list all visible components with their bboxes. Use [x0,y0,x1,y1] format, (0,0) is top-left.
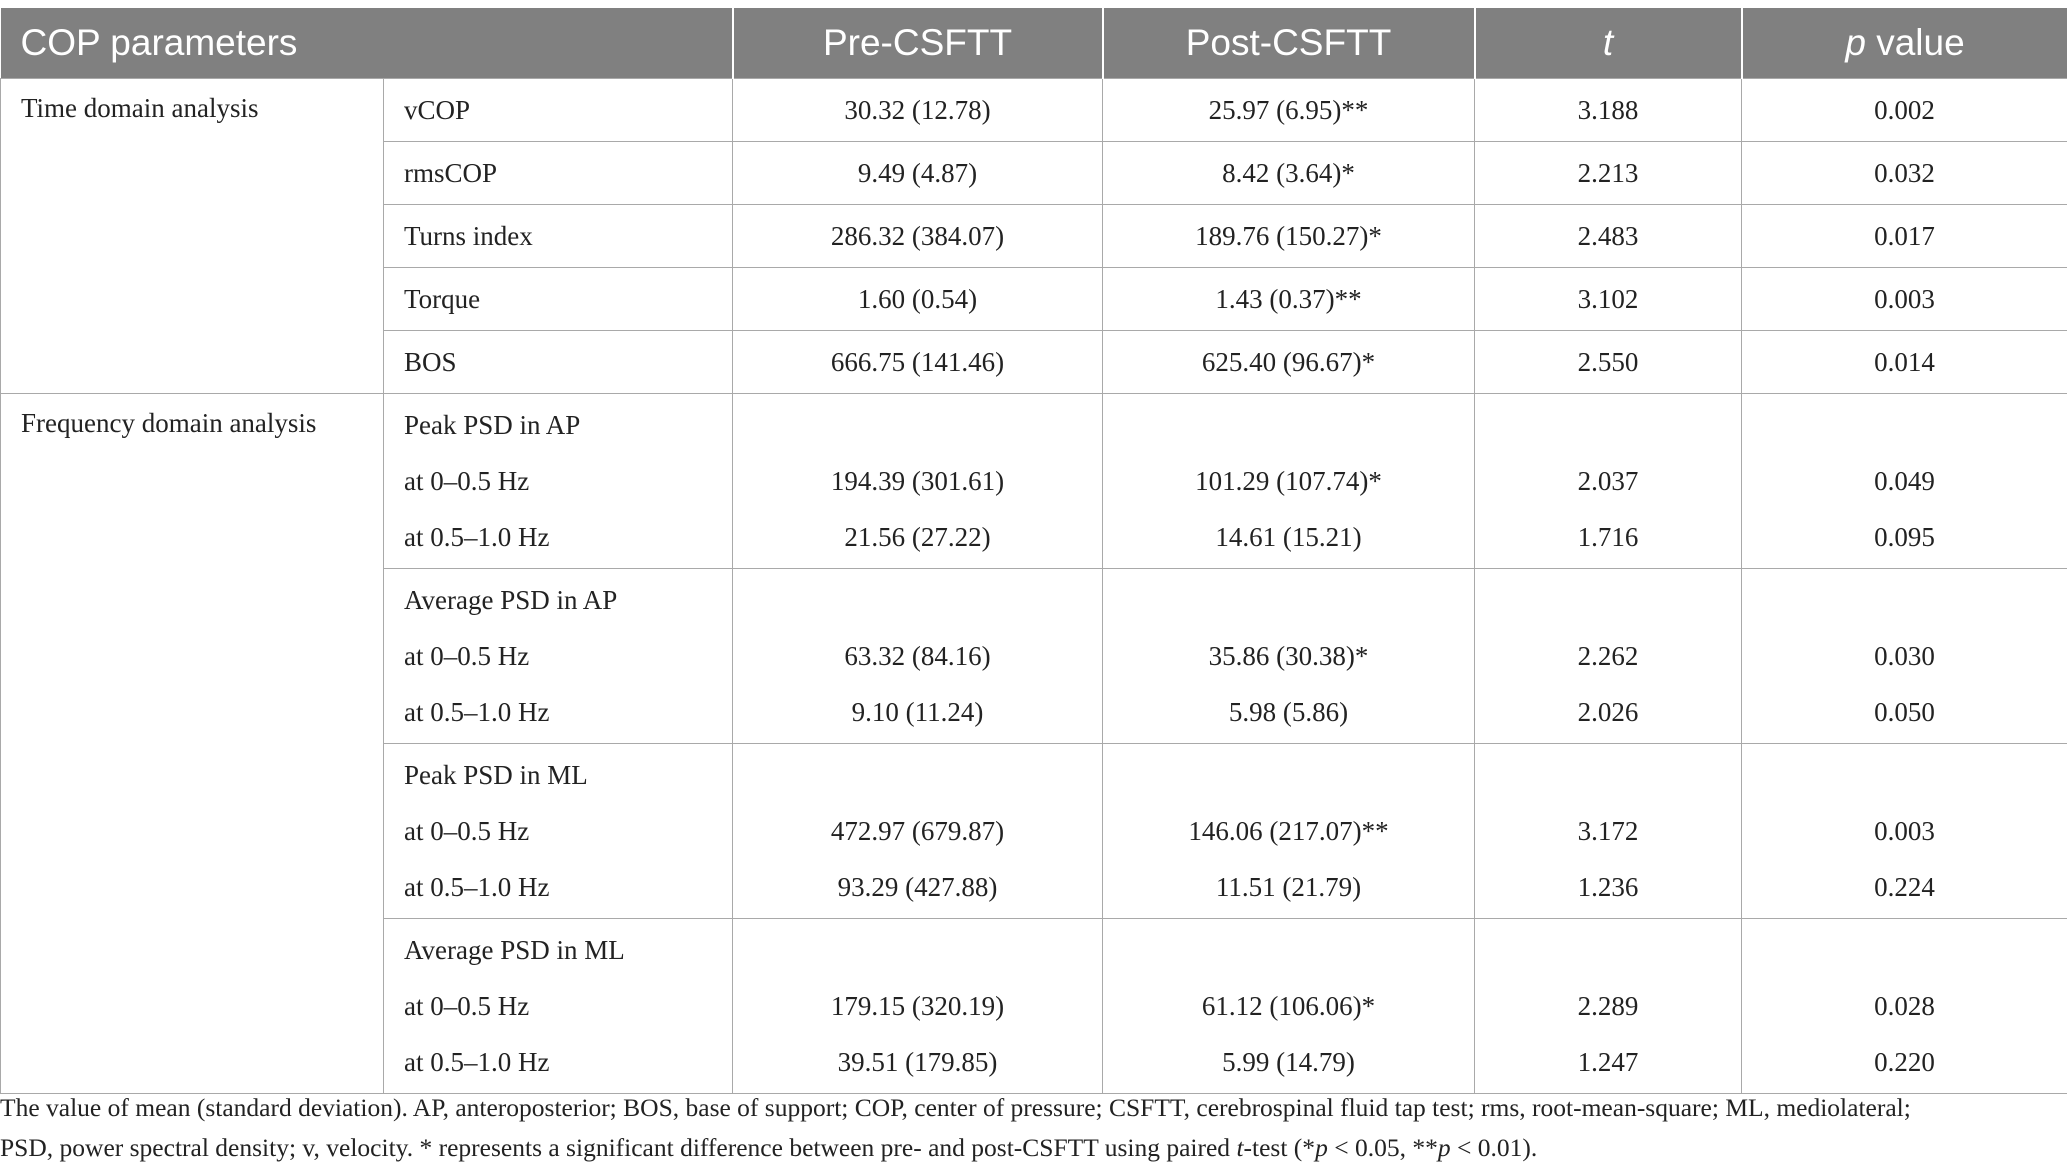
post-value: 101.29 (107.74)* [1195,466,1382,496]
block-title: Peak PSD in ML [404,760,588,790]
param-name: vCOP [404,95,471,125]
pre-value: 666.75 (141.46) [830,347,1005,377]
table-header-row [1,8,2067,79]
param-cell [384,569,733,744]
post-cell [1103,919,1475,1094]
header-pre-csftt: Pre-CSFTT [733,8,1103,79]
p-cell [1742,394,2067,569]
p-cell [1742,331,2067,394]
param-cell [384,205,733,268]
pre-cell [733,919,1103,1094]
param-cell [384,394,733,569]
post-value: 14.61 (15.21) [1215,522,1362,552]
footnote-text-a: PSD, power spectral density; v, velocity. * represents a significant difference between pre- and post-CSFTT using paired [0,1133,1237,1162]
p-cell [1742,79,2067,142]
param-name: BOS [404,347,457,377]
header-post-csftt: Post-CSFTT [1103,8,1475,79]
p-value: 0.032 [1874,158,1935,188]
t-value: 3.172 [1577,816,1639,846]
t-cell [1475,394,1742,569]
p-value: 0.002 [1874,95,1935,125]
footnote-p1-italic: p [1315,1133,1328,1162]
footnote-line-2 [0,1128,2040,1168]
block-title: Average PSD in ML [404,935,625,965]
post-value: 146.06 (217.07)** [1188,816,1389,846]
param-name: at 0.5–1.0 Hz [404,522,550,552]
param-name: at 0–0.5 Hz [404,641,530,671]
post-cell [1103,569,1475,744]
t-value: 1.236 [1577,872,1639,902]
t-cell [1475,569,1742,744]
footnote-text-d: < 0.01). [1450,1133,1538,1162]
p-value: 0.003 [1874,816,1935,846]
p-value: 0.049 [1874,466,1935,496]
param-name: Turns index [404,221,533,251]
footnote-p2-italic: p [1437,1133,1451,1162]
table-row [1,79,2067,142]
pre-value: 9.49 (4.87) [857,158,978,188]
pre-cell [733,268,1103,331]
pre-cell [733,394,1103,569]
param-cell [384,919,733,1094]
header-p-italic: p [1845,22,1866,63]
p-value: 0.030 [1874,641,1935,671]
t-cell [1475,919,1742,1094]
post-cell [1103,268,1475,331]
table-footnote [0,1088,2040,1168]
post-value: 25.97 (6.95)** [1208,95,1369,125]
p-value: 0.224 [1874,872,1935,902]
post-cell [1103,394,1475,569]
t-value: 2.483 [1577,221,1639,251]
p-value: 0.014 [1874,347,1935,377]
group-label-time-domain: Time domain analysis [1,79,384,394]
block-title: Average PSD in AP [404,585,618,615]
t-cell [1475,268,1742,331]
p-cell [1742,205,2067,268]
pre-value: 30.32 (12.78) [844,95,991,125]
header-t-label: t [1602,22,1614,63]
p-cell [1742,268,2067,331]
t-cell [1475,205,1742,268]
header-cop-parameters: COP parameters [1,8,733,79]
param-cell [384,79,733,142]
param-name: at 0–0.5 Hz [404,991,530,1021]
p-value: 0.017 [1874,221,1935,251]
pre-value: 93.29 (427.88) [837,872,998,902]
post-value: 5.98 (5.86) [1228,697,1349,727]
t-cell [1475,331,1742,394]
pre-cell [733,331,1103,394]
group-label-frequency-domain: Frequency domain analysis [1,394,384,1094]
t-value: 2.026 [1577,697,1639,727]
t-value: 1.716 [1577,522,1639,552]
p-value: 0.095 [1874,522,1935,552]
pre-cell [733,744,1103,919]
post-cell [1103,331,1475,394]
post-cell [1103,142,1475,205]
param-name: at 0.5–1.0 Hz [404,1047,550,1077]
param-name: at 0.5–1.0 Hz [404,697,550,727]
post-value: 625.40 (96.67)* [1201,347,1376,377]
post-value: 189.76 (150.27)* [1195,221,1382,251]
t-value: 2.289 [1577,991,1639,1021]
table-row [1,394,2067,569]
post-cell [1103,79,1475,142]
param-cell [384,142,733,205]
pre-value: 179.15 (320.19) [830,991,1005,1021]
param-cell [384,331,733,394]
post-cell [1103,205,1475,268]
header-p-rest: value [1865,22,1965,63]
post-value: 5.99 (14.79) [1222,1047,1355,1077]
p-value: 0.050 [1874,697,1935,727]
p-value: 0.028 [1874,991,1935,1021]
pre-value: 9.10 (11.24) [851,697,984,727]
p-cell [1742,142,2067,205]
pre-value: 1.60 (0.54) [857,284,978,314]
p-cell [1742,744,2067,919]
block-title: Peak PSD in AP [404,410,581,440]
param-cell [384,744,733,919]
pre-value: 194.39 (301.61) [830,466,1005,496]
pre-value: 21.56 (27.22) [844,522,991,552]
param-name: at 0–0.5 Hz [404,816,530,846]
post-value: 8.42 (3.64)* [1222,158,1355,188]
cop-results-table [0,8,2067,1094]
t-value: 3.188 [1577,95,1639,125]
t-cell [1475,744,1742,919]
post-cell [1103,744,1475,919]
p-cell [1742,919,2067,1094]
param-name: rmsCOP [404,158,498,188]
footnote-text-b: -test (* [1243,1133,1316,1162]
param-name: Torque [404,284,481,314]
post-value: 11.51 (21.79) [1215,872,1362,902]
t-value: 2.213 [1577,158,1639,188]
param-name: at 0–0.5 Hz [404,466,530,496]
t-value: 2.262 [1577,641,1639,671]
pre-value: 472.97 (679.87) [830,816,1005,846]
t-value: 3.102 [1577,284,1639,314]
post-value: 1.43 (0.37)** [1215,284,1362,314]
param-name: at 0.5–1.0 Hz [404,872,550,902]
t-value: 2.550 [1577,347,1639,377]
param-cell [384,268,733,331]
footnote-line-1: The value of mean (standard deviation). AP, anteroposterior; BOS, base of support; COP, center of pressure; CSFTT, cerebrospinal fluid tap test; rms, root-mean-square; ML, mediolateral; [0,1093,1911,1122]
footnote-text-c: < 0.05, ** [1327,1133,1438,1162]
results-table-container [0,8,2067,1094]
p-value: 0.220 [1874,1047,1935,1077]
t-value: 1.247 [1577,1047,1639,1077]
t-cell [1475,79,1742,142]
t-value: 2.037 [1577,466,1639,496]
header-t [1475,8,1742,79]
header-p-value [1742,8,2067,79]
post-value: 61.12 (106.06)* [1201,991,1376,1021]
p-cell [1742,569,2067,744]
footnote-t-italic: t [1236,1133,1244,1162]
pre-cell [733,79,1103,142]
post-value: 35.86 (30.38)* [1208,641,1369,671]
pre-value: 63.32 (84.16) [844,641,991,671]
pre-value: 39.51 (179.85) [837,1047,998,1077]
pre-value: 286.32 (384.07) [830,221,1005,251]
t-cell [1475,142,1742,205]
pre-cell [733,142,1103,205]
pre-cell [733,205,1103,268]
pre-cell [733,569,1103,744]
p-value: 0.003 [1874,284,1935,314]
